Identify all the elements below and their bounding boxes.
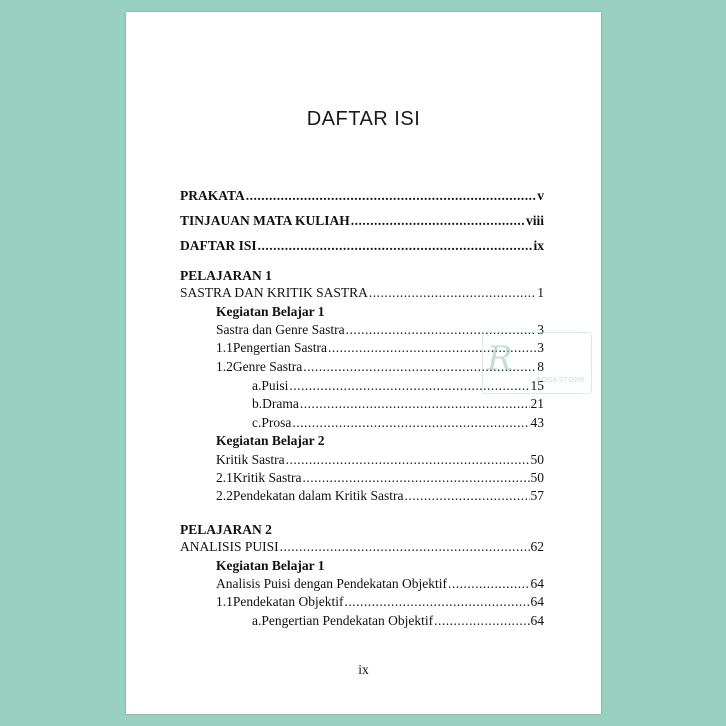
toc-entry-1-2: 1.2 Genre Sastra ..... 8 (216, 359, 544, 377)
toc-entry-1-1: 1.1 Pengertian Sastra ..... 3 (216, 340, 544, 358)
toc-entry-lesson-2-title: ANALISIS PUISI ..... 62 (180, 539, 544, 557)
toc-entry-2-1: 2.1 Kritik Sastra ..... 50 (216, 470, 544, 488)
toc-entry-kritik-sastra: Kritik Sastra ..... 50 (216, 452, 544, 470)
page-number: ix (358, 662, 369, 677)
activity-2-heading: Kegiatan Belajar 2 (216, 433, 325, 448)
toc-entry-2-2: 2.2 Pendekatan dalam Kritik Sastra ..... 57 (216, 488, 544, 506)
toc-entry-daftar-isi: DAFTAR ISI ..... ix (180, 238, 544, 256)
toc-entry-puisi: a. Puisi ..... 15 (252, 378, 544, 396)
document-page (126, 12, 601, 714)
toc-entry-sastra-genre: Sastra dan Genre Sastra ..... 3 (216, 322, 544, 340)
lesson-2-heading: PELAJARAN 2 (180, 522, 272, 537)
toc-entry-analisis-puisi: Analisis Puisi dengan Pendekatan Objektif ..... 64 (216, 576, 544, 594)
toc-entry-lesson-2-1-1: 1.1 Pendekatan Objektif ..... 64 (216, 594, 544, 612)
watermark-mark: R (487, 339, 513, 379)
toc-entry-prosa: c. Prosa ..... 43 (252, 415, 544, 433)
toc-entry-drama: b. Drama ..... 21 (252, 396, 544, 414)
watermark-text: BOOKSTORE (536, 377, 585, 384)
activity-1-heading-lesson-2: Kegiatan Belajar 1 (216, 558, 325, 573)
page-title: DAFTAR ISI (306, 108, 421, 130)
toc-entry-tinjauan: TINJAUAN MATA KULIAH ..... viii (180, 213, 544, 231)
activity-1-heading: Kegiatan Belajar 1 (216, 304, 325, 319)
lesson-1-heading: PELAJARAN 1 (180, 268, 272, 283)
toc-entry-pengertian-pendekatan: a. Pengertian Pendekatan Objektif ..... 64 (252, 613, 544, 631)
toc-entry-lesson-1-title: SASTRA DAN KRITIK SASTRA ..... 1 (180, 285, 544, 303)
toc-entry-prakata: PRAKATA ..... v (180, 188, 544, 206)
watermark-logo (482, 332, 592, 394)
